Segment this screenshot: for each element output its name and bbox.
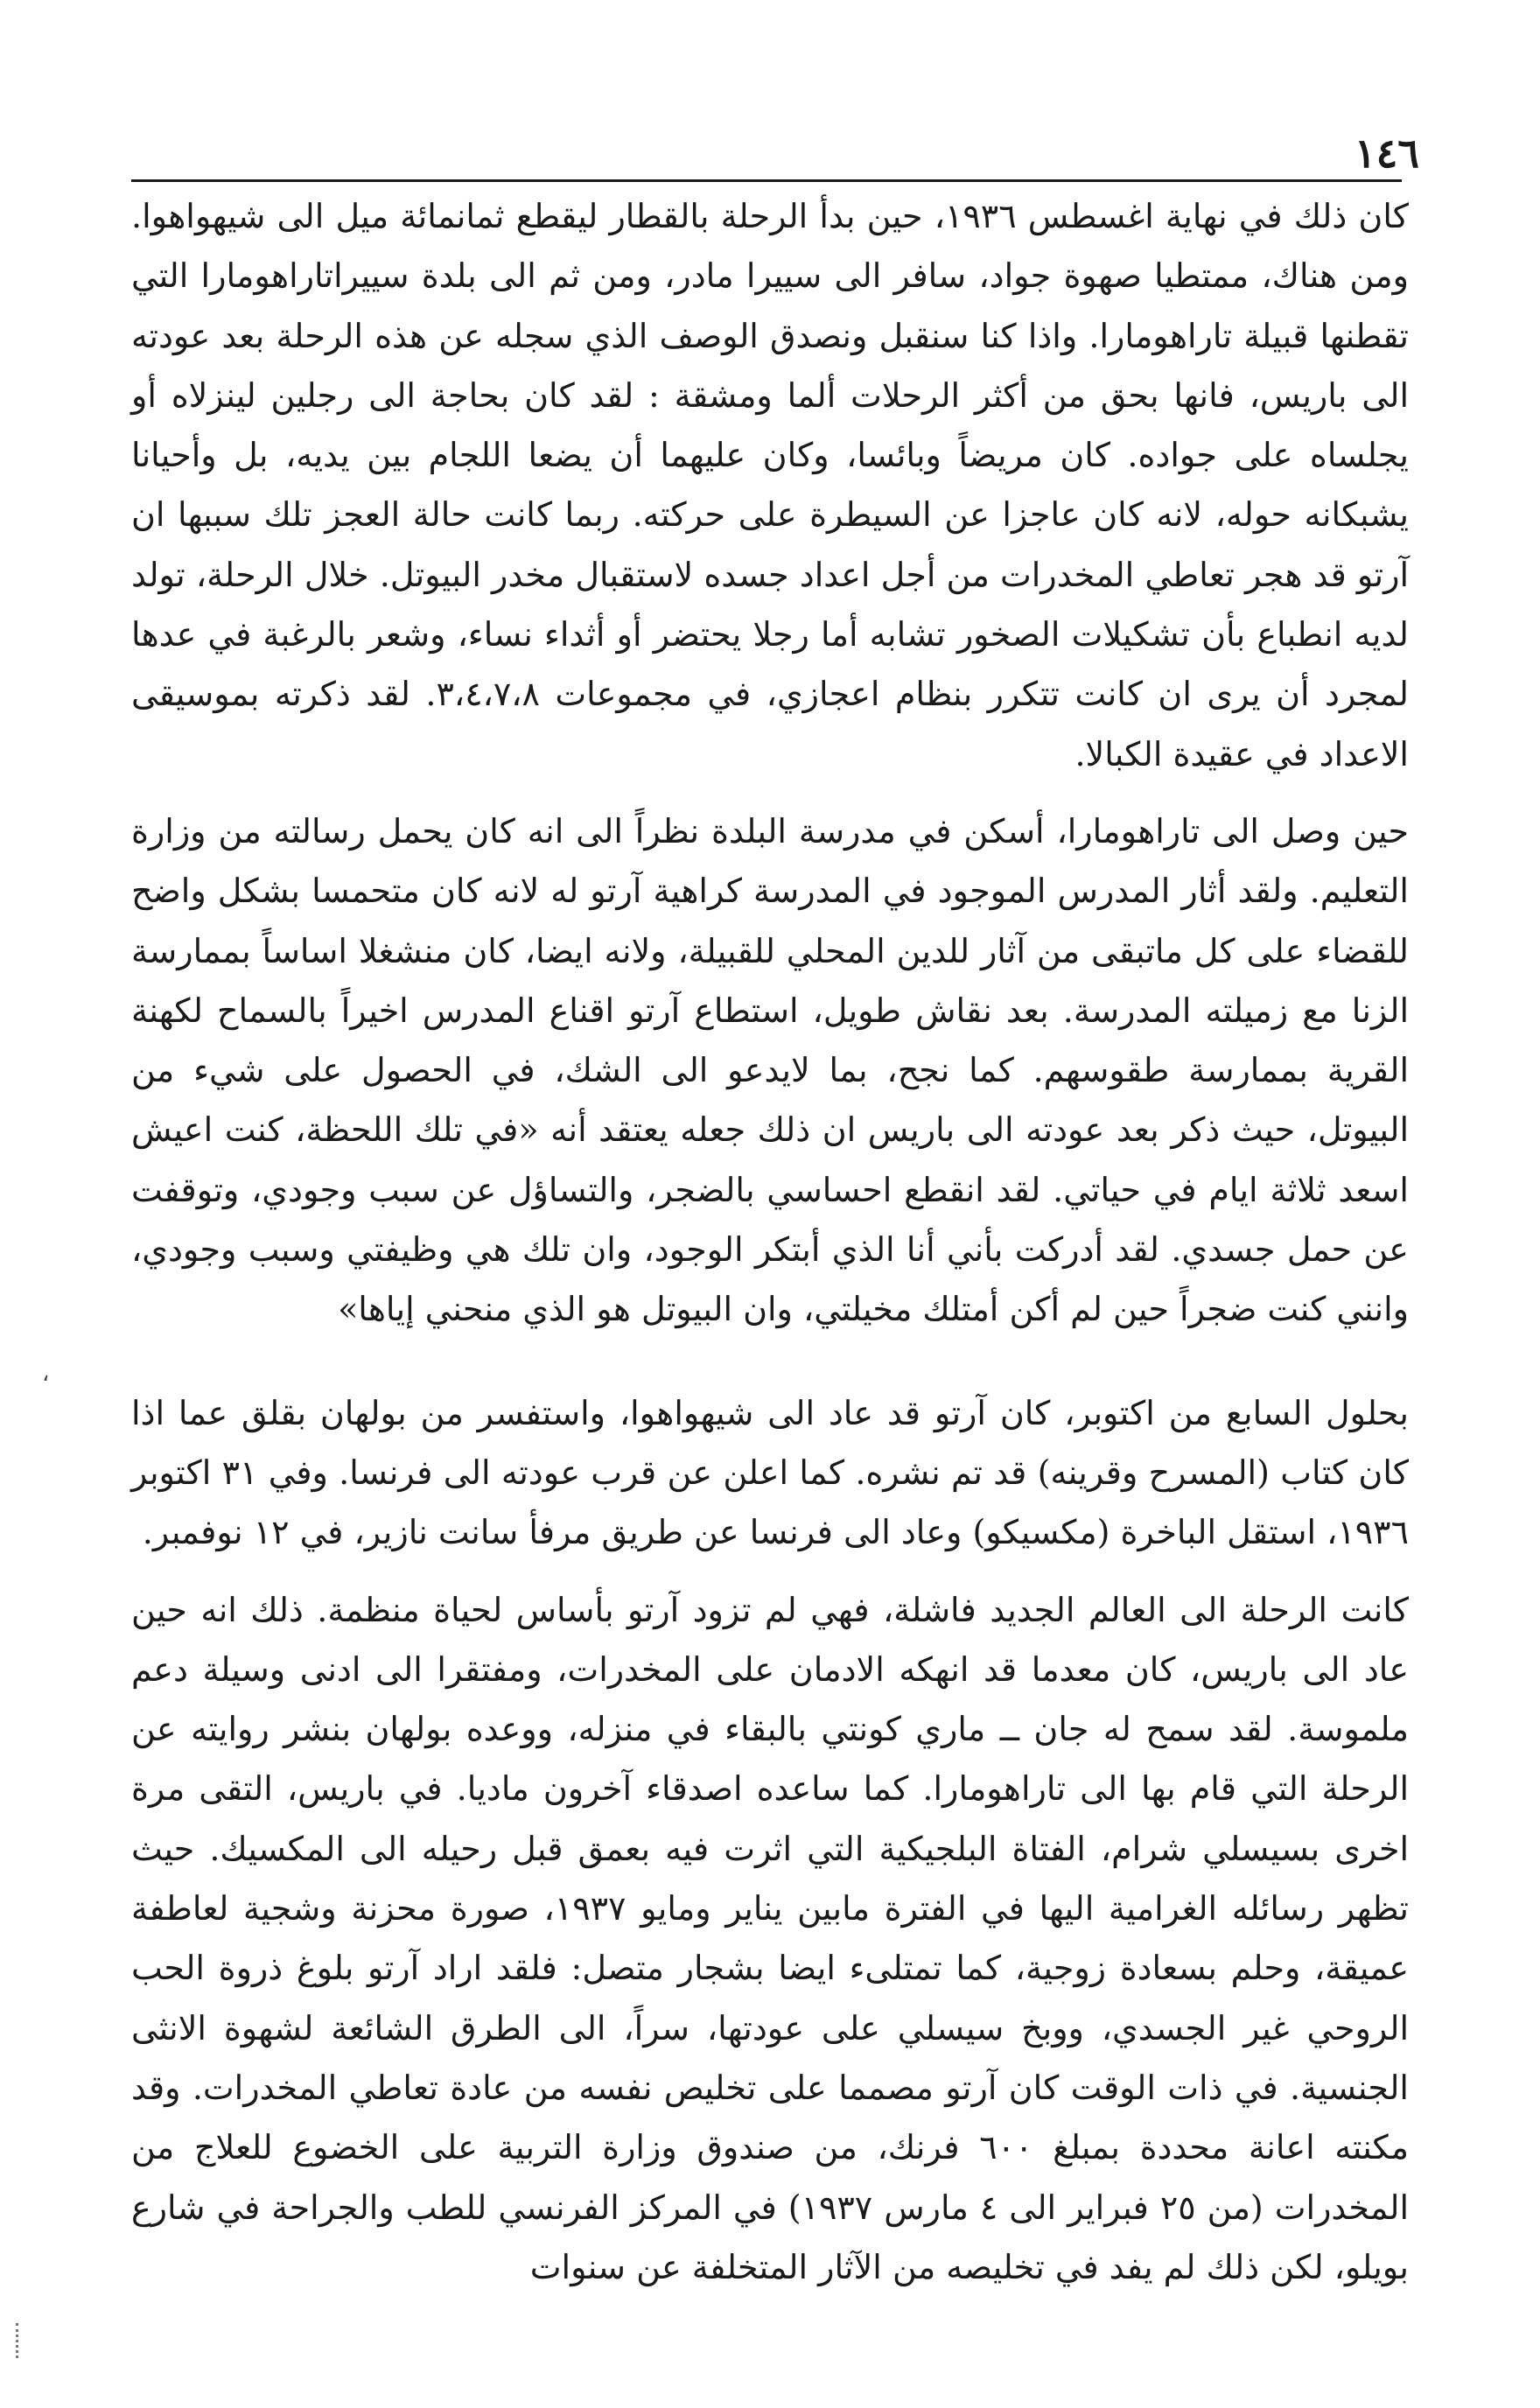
scan-edge-marks (16, 2323, 22, 2358)
text-body (131, 186, 1409, 2297)
header-rule (131, 179, 1402, 182)
paragraph-3: بحلول السابع من اكتوبر، كان آرتو قد عاد الى شيهواهوا، واستفسر من بولهان بقلق عما اذا كان كتاب (المسرح وقرينه) قد تم نشره. كما اعلن عن قرب عودته الى فرنسا. وفي ٣١ اكتوبر ١٩٣٦، استقل الباخرة (مكسيكو) وعاد الى فرنسا عن طريق مرفأ سانت نازير، في ١٢ نوفمبر. (131, 1393, 1409, 1552)
paragraph-4: كانت الرحلة الى العالم الجديد فاشلة، فهي لم تزود آرتو بأساس لحياة منظمة. ذلك انه حين عاد الى باريس، كان معدما قد انهكه الادمان على المخدرات، ومفتقرا الى ادنى وسيلة دعم ملموسة. لقد سمح له جان ــ ماري كونتي بالبقاء في منزله، ووعده بولهان بنشر روايته عن الرحلة التي قام بها الى تاراهومارا. كما ساعده اصدقاء آخرون ماديا. في باريس، التقى مرة اخرى بسيسلي شرام، الفتاة البلجيكية التي اثرت فيه بعمق قبل رحيله الى المكسيك. حيث تظهر رسائله الغرامية اليها في الفترة مابين يناير ومايو ١٩٣٧، صورة محزنة وشجية لعاطفة عميقة، وحلم بسعادة زوجية، كما تمتلىء ايضا بشجار متصل: فلقد اراد آرتو بلوغ ذروة الحب الروحي غير الجسدي، ووبخ سيسلي على عودتها، سراً، الى الطرق الشائعة لشهوة الانثى الجنسية. في ذات الوقت كان آرتو مصمما على تخليص نفسه من عادة تعاطي المخدرات. وقد مكنته اعانة محددة بمبلغ ٦٠٠ فرنك، من صندوق وزارة التربية على الخضوع للعلاج من المخدرات (من ٢٥ فبراير الى ٤ مارس ١٩٣٧) في المركز الفرنسي للطب والجراحة في شارع بويلو، لكن ذلك لم يفد في تخليصه من الآثار المتخلفة عن سنوات (131, 1590, 1410, 2286)
margin-mark: ، (42, 1361, 50, 1387)
paragraph-2: حين وصل الى تاراهومارا، أسكن في مدرسة البلدة نظراً الى انه كان يحمل رسالته من وزارة التعليم. ولقد أثار المدرس الموجود في المدرسة كراهية آرتو له لانه كان متحمسا بشكل واضح للقضاء على كل ماتبقى من آثار للدين المحلي للقبيلة، ولانه ايضا، كان منشغلا اساساً بممارسة الزنا مع زميلته المدرسة. بعد نقاش طويل، استطاع آرتو اقناع المدرس اخيراً بالسماح لكهنة القرية بممارسة طقوسهم. كما نجح، بما لايدعو الى الشك، في الحصول على شيء من البيوتل، حيث ذكر بعد عودته الى باريس ان ذلك جعله يعتقد أنه «في تلك اللحظة، كنت اعيش اسعد ثلاثة ايام في حياتي. لقد انقطع احساسي بالضجر، والتساؤل عن سبب وجودي، وتوقفت عن حمل جسدي. لقد أدركت بأني أنا الذي أبتكر الوجود، وان تلك هي وظيفتي وسبب وجودي، وانني كنت ضجراً حين لم أكن أمتلك مخيلتي، وان البيوتل هو الذي منحني إياها» (131, 811, 1409, 1329)
paragraph-1: كان ذلك في نهاية اغسطس ١٩٣٦، حين بدأ الرحلة بالقطار ليقطع ثمانمائة ميل الى شيهواهوا. ومن هناك، ممتطيا صهوة جواد، سافر الى سييرا مادر، ومن ثم الى بلدة سييراتاراهومارا التي تقطنها قبيلة تاراهومارا. واذا كنا سنقبل ونصدق الوصف الذي سجله عن هذه الرحلة بعد عودته الى باريس، فانها بحق من أكثر الرحلات ألما ومشقة : لقد كان بحاجة الى رجلين لينزلاه أو يجلساه على جواده. كان مريضاً وبائسا، وكان عليهما أن يضعا اللجام بين يديه، بل وأحيانا يشبكانه حوله، لانه كان عاجزا عن السيطرة على حركته. ربما كانت حالة العجز تلك سببها ان آرتو قد هجر تعاطي المخدرات من أجل اعداد جسده لاستقبال مخدر البيوتل. خلال الرحلة، تولد لديه انطباع بأن تشكيلات الصخور تشابه أما رجلا يحتضر أو أثداء نساء، وشعر بالرغبة في عدها لمجرد أن يرى ان كانت تتكرر بنظام اعجازي، في مجموعات ٣،٤،٧،٨. لقد ذكرته بموسيقى الاعداد في عقيدة الكبالا. (131, 197, 1409, 774)
page-number: ١٤٦ (1354, 130, 1419, 177)
